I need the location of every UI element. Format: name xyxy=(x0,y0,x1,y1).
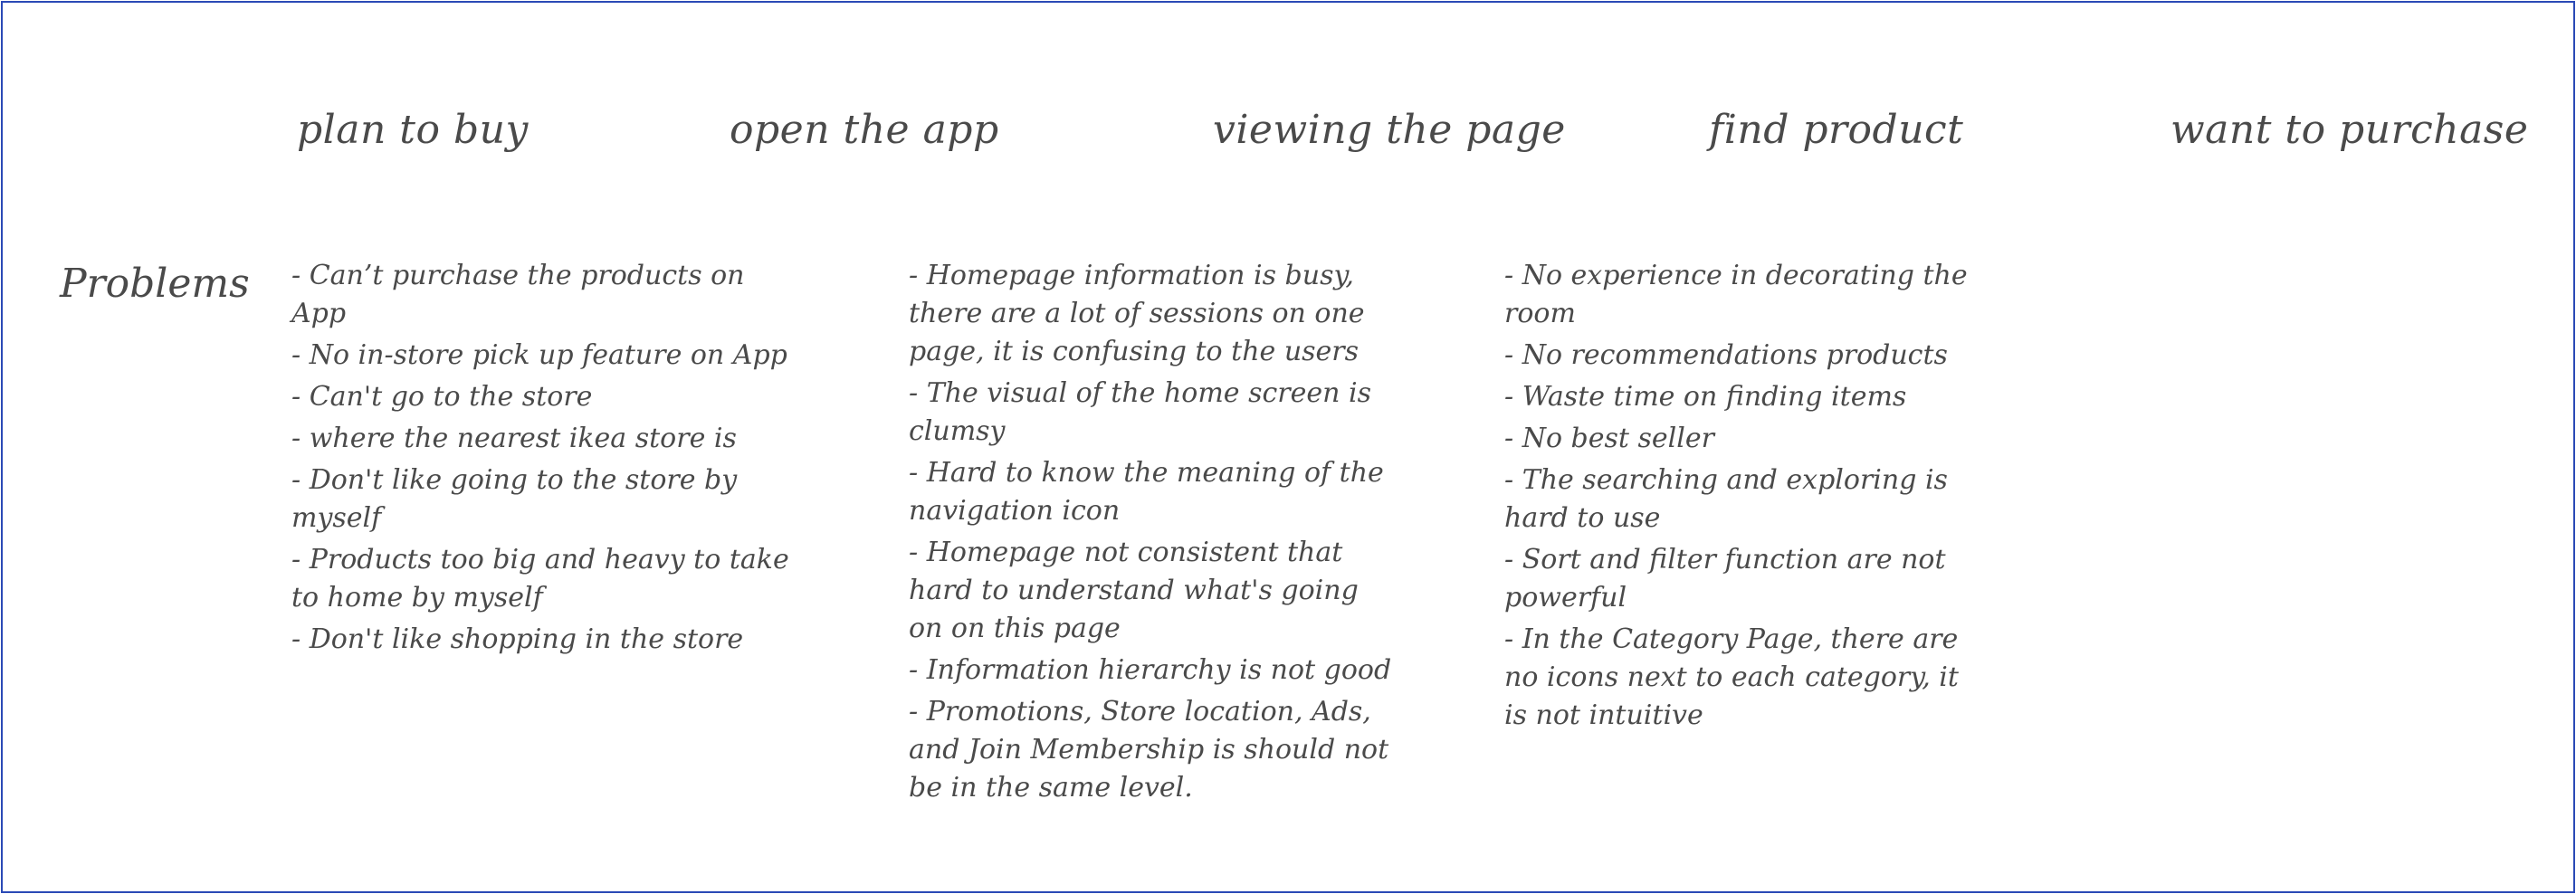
problem-item: - Sort and filter function are not powerful xyxy=(1504,541,1975,617)
problem-item: - Homepage not consistent that hard to understand what's going on on this page xyxy=(909,534,1398,648)
stage-viewing-the-page: viewing the page xyxy=(1213,107,1566,153)
problem-item: - No experience in decorating the room xyxy=(1504,257,1975,333)
problem-item: - No best seller xyxy=(1504,420,1975,458)
stage-open-the-app: open the app xyxy=(730,107,999,153)
stage-want-to-purchase: want to purchase xyxy=(2171,107,2529,153)
row-label-problems: Problems xyxy=(60,261,250,307)
problem-item: - No recommendations products xyxy=(1504,337,1975,375)
problem-item: - In the Category Page, there are no icons next to each category, it is not intuitive xyxy=(1504,621,1975,735)
problem-item: - Can't go to the store xyxy=(291,378,798,416)
problem-item: - Don't like shopping in the store xyxy=(291,621,798,659)
problems-find-product xyxy=(1504,257,1975,738)
problem-item: - Can’t purchase the products on App xyxy=(291,257,798,333)
problem-item: - Hard to know the meaning of the navigation icon xyxy=(909,454,1398,530)
problem-item: - No in-store pick up feature on App xyxy=(291,337,798,375)
stage-find-product: find product xyxy=(1709,107,1964,153)
problem-item: - Products too big and heavy to take to home by myself xyxy=(291,541,798,617)
problem-item: - The searching and exploring is hard to use xyxy=(1504,461,1975,537)
problem-item: - The visual of the home screen is clumsy xyxy=(909,375,1398,451)
problem-item: - Promotions, Store location, Ads, and Join Membership is should not be in the same level. xyxy=(909,693,1398,807)
problem-item: - Homepage information is busy, there are a lot of sessions on one page, it is confusing to the users xyxy=(909,257,1398,371)
problems-plan-to-buy xyxy=(291,257,798,662)
problem-item: - Information hierarchy is not good xyxy=(909,651,1398,690)
problem-item: - where the nearest ikea store is xyxy=(291,420,798,458)
problems-viewing-the-page xyxy=(909,257,1398,811)
stage-plan-to-buy: plan to buy xyxy=(297,107,529,153)
problem-item: - Don't like going to the store by myself xyxy=(291,461,798,537)
problem-item: - Waste time on finding items xyxy=(1504,378,1975,416)
